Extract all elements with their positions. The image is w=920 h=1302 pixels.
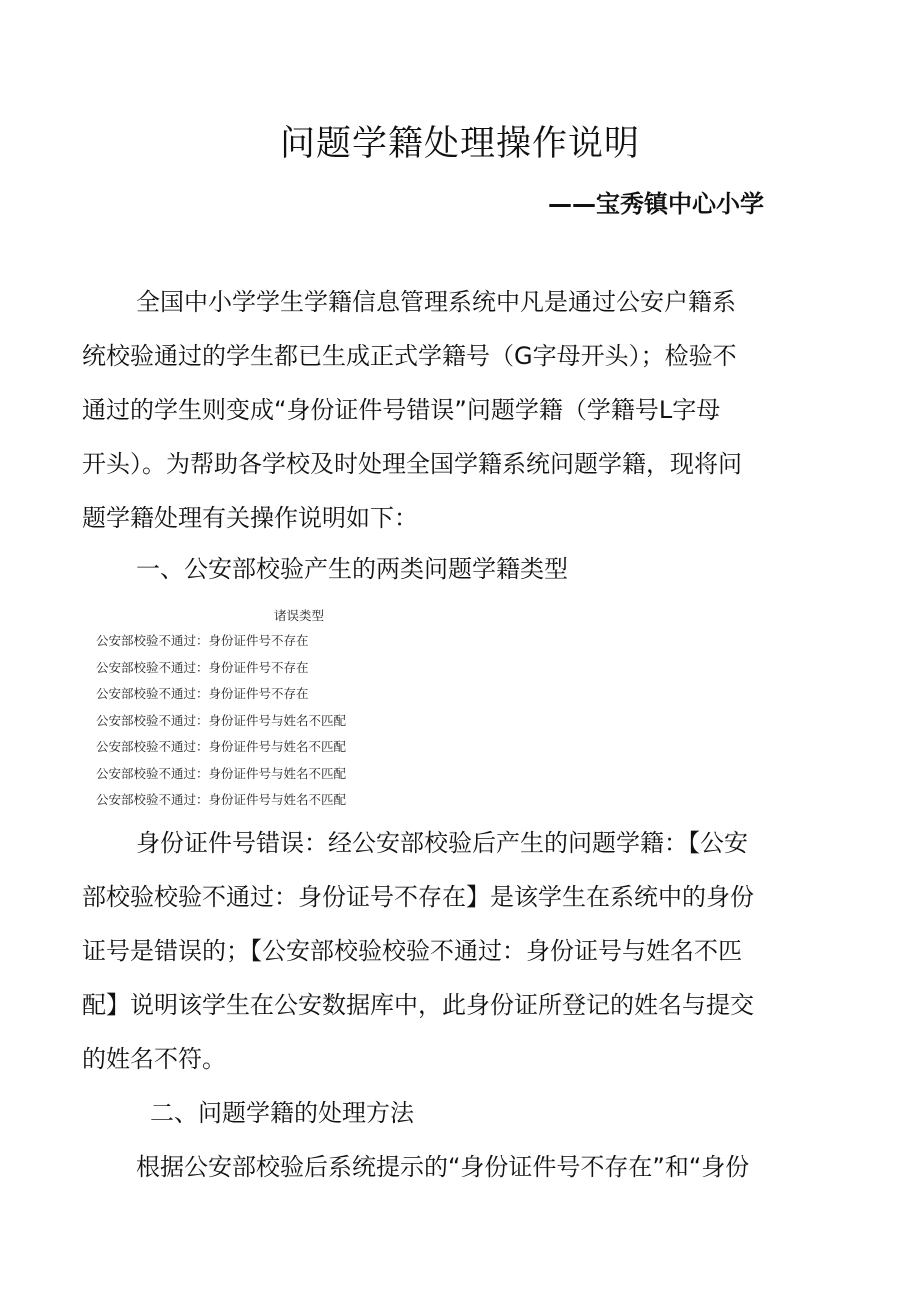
section2-heading: 二、问题学籍的处理方法 bbox=[150, 1099, 414, 1127]
intro-paragraph bbox=[82, 275, 827, 545]
explain-line: 配】说明该学生在公安数据库中，此身份证所登记的姓名与提交 bbox=[82, 991, 754, 1019]
intro-line: 题学籍处理有关操作说明如下： bbox=[82, 504, 418, 532]
error-type-table bbox=[96, 604, 346, 814]
method-paragraph bbox=[82, 1140, 842, 1194]
error-table-row: 公安部校验不通过：身份证件号不存在 bbox=[96, 633, 309, 648]
section1-heading: 一、公安部校验产生的两类问题学籍类型 bbox=[136, 555, 568, 583]
error-table-row: 公安部校验不通过：身份证件号不存在 bbox=[96, 659, 309, 675]
intro-line: 全国中小学学生学籍信息管理系统中凡是通过公安户籍系 bbox=[136, 288, 736, 316]
error-table-row: 公安部校验不通过：身份证件号与姓名不匹配 bbox=[96, 765, 347, 781]
explain-line: 证号是错误的；【公安部校验校验不通过：身份证号与姓名不匹 bbox=[82, 937, 742, 965]
intro-line: 统校验通过的学生都已生成正式学籍号（G字母开头）；检验不 bbox=[82, 342, 737, 370]
method-line: 根据公安部校验后系统提示的“身份证件号不存在”和“身份 bbox=[136, 1153, 750, 1181]
document-title: 问题学籍处理操作说明 bbox=[279, 124, 640, 164]
explain-paragraph bbox=[82, 816, 827, 1086]
document-subtitle: ——宝秀镇中心小学 bbox=[548, 190, 764, 218]
error-table-row: 公安部校验不通过：身份证件号与姓名不匹配 bbox=[96, 739, 347, 754]
error-table-row: 公安部校验不通过：身份证件号与姓名不匹配 bbox=[96, 792, 347, 807]
explain-line: 身份证件号错误：经公安部校验后产生的问题学籍：【公安 bbox=[136, 829, 748, 857]
explain-line: 部校验校验不通过：身份证号不存在】是该学生在系统中的身份 bbox=[82, 883, 754, 911]
explain-line: 的姓名不符。 bbox=[82, 1045, 226, 1073]
intro-line: 开头）。为帮助各学校及时处理全国学籍系统问题学籍，现将问 bbox=[82, 450, 742, 478]
error-table-row: 公安部校验不通过：身份证件号与姓名不匹配 bbox=[96, 712, 347, 728]
intro-line: 通过的学生则变成“身份证件号错误”问题学籍（学籍号L字母 bbox=[82, 396, 721, 424]
error-table-row: 公安部校验不通过：身份证件号不存在 bbox=[96, 686, 309, 701]
error-table-header: 诸误类型 bbox=[274, 608, 325, 623]
